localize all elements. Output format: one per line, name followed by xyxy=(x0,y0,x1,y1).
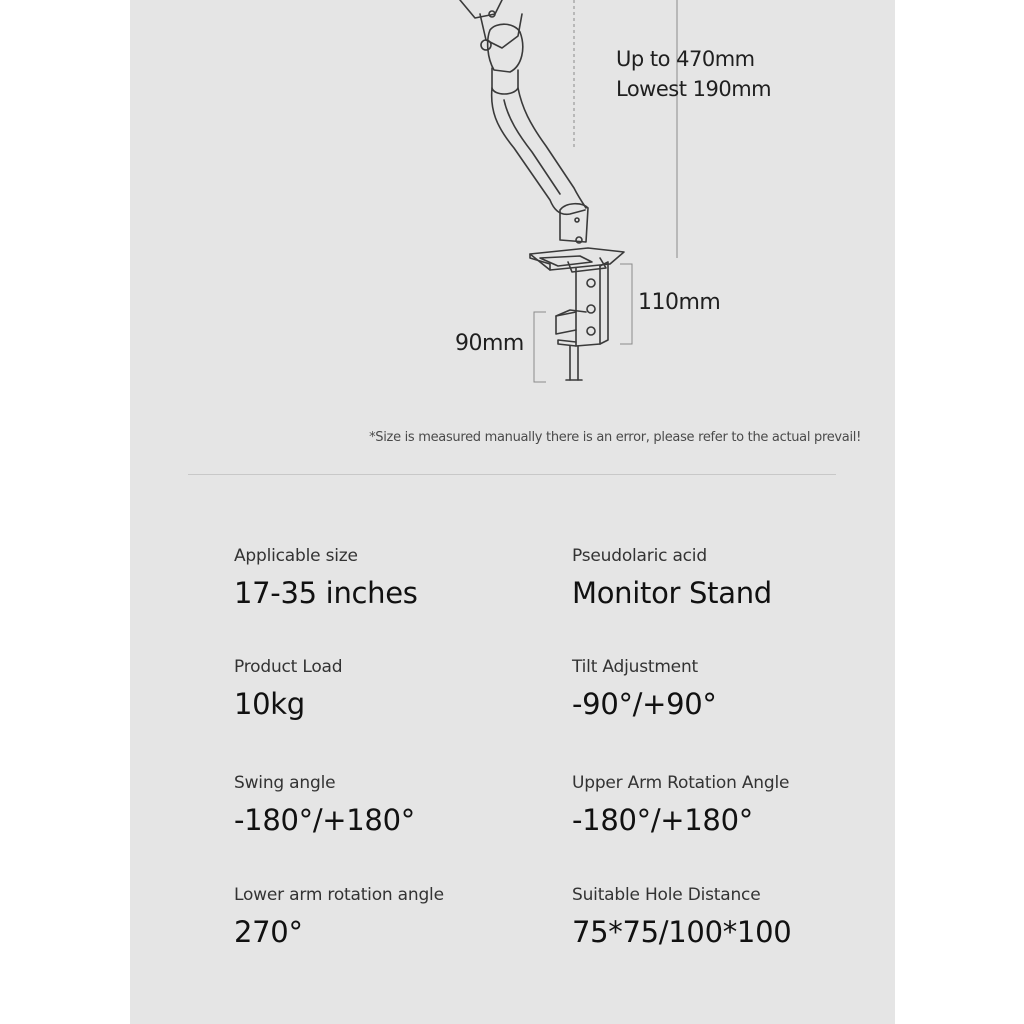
spec-value: -90°/+90° xyxy=(572,687,717,721)
divider xyxy=(188,474,836,475)
height-range-label xyxy=(616,44,771,104)
spec-label: Applicable size xyxy=(234,546,358,566)
spec-value: -180°/+180° xyxy=(572,803,753,837)
clamp-opening-label: 90mm xyxy=(455,331,524,356)
spec-value: Monitor Stand xyxy=(572,576,772,610)
spec-value: 17-35 inches xyxy=(234,576,418,610)
spec-label: Lower arm rotation angle xyxy=(234,885,444,905)
spec-value: 75*75/100*100 xyxy=(572,915,792,949)
spec-tilt-adjustment xyxy=(572,657,872,721)
height-min-label: Lowest 190mm xyxy=(616,77,772,101)
spec-applicable-size xyxy=(234,546,534,610)
spec-label: Pseudolaric acid xyxy=(572,546,707,566)
height-max-label: Up to 470mm xyxy=(616,47,755,71)
product-spec-panel xyxy=(130,0,895,1024)
measurement-note: *Size is measured manually there is an error, please refer to the actual prevail! xyxy=(369,430,861,445)
spec-hole-distance xyxy=(572,885,872,949)
spec-label: Upper Arm Rotation Angle xyxy=(572,773,790,793)
spec-label: Tilt Adjustment xyxy=(572,657,698,677)
spec-product-load xyxy=(234,657,534,721)
spec-value: 270° xyxy=(234,915,303,949)
spec-swing-angle xyxy=(234,773,534,837)
spec-upper-arm-rotation xyxy=(572,773,872,837)
spec-value: 10kg xyxy=(234,687,305,721)
spec-label: Swing angle xyxy=(234,773,336,793)
spec-value: -180°/+180° xyxy=(234,803,415,837)
spec-product-type xyxy=(572,546,872,610)
spec-label: Product Load xyxy=(234,657,343,677)
spec-lower-arm-rotation xyxy=(234,885,534,949)
clamp-height-label: 110mm xyxy=(638,290,721,315)
spec-label: Suitable Hole Distance xyxy=(572,885,761,905)
